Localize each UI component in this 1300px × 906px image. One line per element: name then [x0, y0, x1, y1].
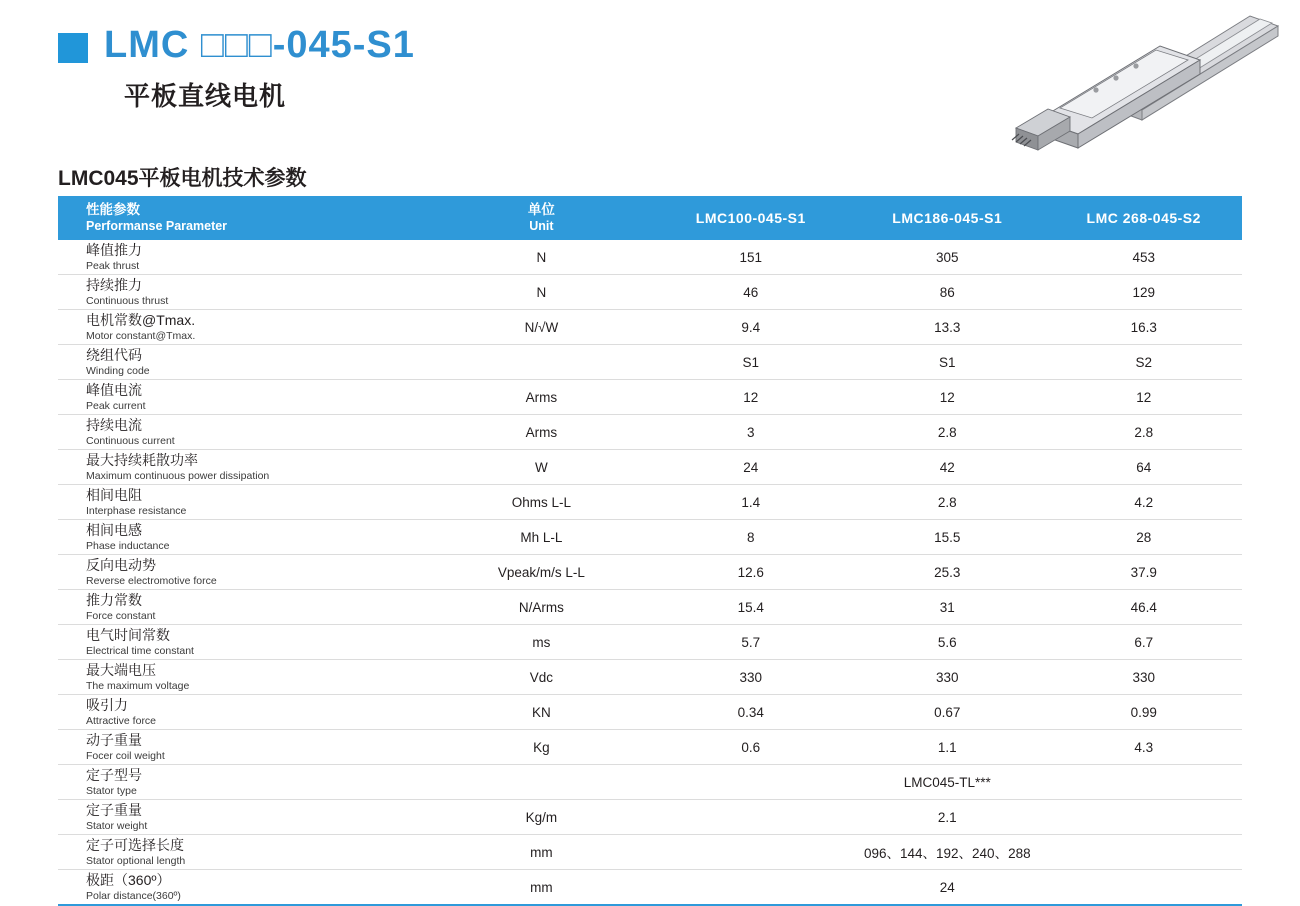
table-row: [58, 485, 1242, 520]
page-title: LMC □□□-045-S1: [104, 24, 415, 66]
row-value-2: 2.8: [937, 424, 957, 440]
row-value-3: 12: [1136, 389, 1152, 405]
row-value-2: 305: [936, 249, 959, 265]
row-unit: [430, 765, 652, 800]
row-unit: [430, 345, 652, 380]
column-header-unit: 单位 Unit: [430, 196, 652, 240]
row-parameter: 相间电阻 Interphase resistance: [86, 487, 187, 517]
column-header-parameter: 性能参数 Performanse Parameter: [58, 196, 430, 240]
row-parameter: 绕组代码 Winding code: [86, 347, 150, 377]
row-value-1: 46: [743, 284, 759, 300]
row-unit: KN: [532, 704, 551, 720]
row-value-3: 129: [1132, 284, 1156, 300]
row-value-2: 42: [939, 459, 955, 475]
row-value-2: 1.1: [937, 739, 957, 755]
table-row: [58, 240, 1242, 275]
table-row: [58, 800, 1242, 835]
row-value-1: 8: [747, 529, 755, 545]
row-unit: Vdc: [529, 669, 554, 685]
row-parameter: 持续推力 Continuous thrust: [86, 277, 169, 307]
table-row: [58, 625, 1242, 660]
row-parameter: 定子型号 Stator type: [86, 767, 142, 797]
row-value-1: 12: [743, 389, 759, 405]
row-value-3: 4.2: [1134, 494, 1154, 510]
row-value-3: 16.3: [1130, 319, 1157, 335]
row-value-3: S2: [1135, 354, 1152, 370]
row-value-3: 64: [1136, 459, 1152, 475]
table-row: [58, 345, 1242, 380]
table-row: [58, 765, 1242, 800]
row-parameter: 定子可选择长度 Stator optional length: [86, 837, 186, 867]
row-value-merged: 24: [939, 879, 955, 895]
row-unit: Arms: [525, 424, 558, 440]
row-value-1: 24: [743, 459, 759, 475]
table-row: [58, 730, 1242, 765]
column-header-model-1: LMC100-045-S1: [653, 196, 849, 240]
blue-square-icon: [58, 33, 88, 63]
row-value-2: 0.67: [934, 704, 961, 720]
row-value-3: 330: [1132, 669, 1156, 685]
column-header-model-3: LMC 268-045-S2: [1046, 196, 1243, 240]
row-value-1: 5.7: [741, 634, 761, 650]
row-value-1: 12.6: [737, 564, 764, 580]
row-value-3: 46.4: [1130, 599, 1157, 615]
row-parameter: 最大端电压 The maximum voltage: [86, 662, 190, 692]
table-row: [58, 310, 1242, 345]
row-parameter: 定子重量 Stator weight: [86, 802, 148, 832]
row-value-3: 4.3: [1134, 739, 1154, 755]
row-value-2: 5.6: [937, 634, 957, 650]
table-row: [58, 380, 1242, 415]
row-unit: Vpeak/m/s L-L: [497, 564, 585, 580]
row-parameter: 持续电流 Continuous current: [86, 417, 175, 447]
row-value-merged: LMC045-TL***: [903, 774, 991, 790]
section-heading: LMC045平板电机技术参数: [58, 167, 307, 190]
table-row: [58, 590, 1242, 625]
row-value-merged: 2.1: [937, 809, 957, 825]
row-parameter: 吸引力 Attractive force: [86, 697, 157, 727]
product-illustration: [920, 8, 1280, 158]
row-value-3: 28: [1136, 529, 1152, 545]
row-value-2: 12: [939, 389, 955, 405]
page-header: [58, 26, 758, 113]
row-value-3: 0.99: [1130, 704, 1157, 720]
row-value-1: 15.4: [737, 599, 764, 615]
row-value-1: 9.4: [741, 319, 761, 335]
row-unit: ms: [532, 634, 551, 650]
row-unit: mm: [530, 844, 553, 860]
row-parameter: 峰值推力 Peak thrust: [86, 242, 142, 272]
row-value-3: 37.9: [1130, 564, 1157, 580]
row-parameter: 最大持续耗散功率 Maximum continuous power dissipation: [86, 452, 270, 482]
row-value-2: 31: [939, 599, 955, 615]
row-parameter: 极距（360º） Polar distance(360º): [86, 872, 181, 902]
row-value-1: S1: [742, 354, 760, 370]
column-header-model-2: LMC186-045-S1: [849, 196, 1045, 240]
table-row: [58, 660, 1242, 695]
row-value-2: 13.3: [934, 319, 961, 335]
row-parameter: 电气时间常数 Electrical time constant: [86, 627, 194, 657]
row-unit: W: [535, 459, 548, 475]
row-value-2: 86: [939, 284, 955, 300]
row-unit: mm: [530, 879, 553, 895]
table-row: [58, 555, 1242, 590]
row-parameter: 峰值电流 Peak current: [86, 382, 146, 412]
row-parameter: 推力常数 Force constant: [86, 592, 156, 622]
row-unit: Kg/m: [525, 809, 558, 825]
row-value-3: 453: [1132, 249, 1156, 265]
table-row: [58, 275, 1242, 310]
table-row: [58, 520, 1242, 555]
row-value-2: 330: [936, 669, 959, 685]
row-value-3: 2.8: [1134, 424, 1154, 440]
row-value-1: 0.34: [737, 704, 764, 720]
row-parameter: 电机常数@Tmax. Motor constant@Tmax.: [86, 312, 196, 342]
row-unit: Kg: [533, 739, 550, 755]
row-unit: N/√W: [524, 319, 559, 335]
row-value-1: 330: [739, 669, 763, 685]
row-unit: N/Arms: [518, 599, 564, 615]
row-value-1: 3: [747, 424, 755, 440]
table-body: [58, 240, 1242, 905]
row-unit: Arms: [525, 389, 558, 405]
row-unit: Mh L-L: [520, 529, 563, 545]
row-value-merged: 096、144、192、240、288: [863, 846, 1031, 861]
table-row: [58, 695, 1242, 730]
row-unit: N: [536, 249, 547, 265]
table-header: [58, 196, 1242, 240]
title-row: [58, 26, 758, 64]
row-parameter: 反向电动势 Reverse electromotive force: [86, 557, 217, 587]
row-value-1: 0.6: [741, 739, 761, 755]
row-value-2: 25.3: [934, 564, 961, 580]
spec-table: [58, 196, 1242, 906]
row-value-1: 1.4: [741, 494, 761, 510]
table-row: [58, 835, 1242, 870]
row-unit: N: [536, 284, 547, 300]
row-unit: Ohms L-L: [511, 494, 572, 510]
row-value-3: 6.7: [1134, 634, 1154, 650]
row-parameter: 动子重量 Focer coil weight: [86, 732, 165, 762]
row-value-2: S1: [939, 354, 956, 370]
row-parameter: 相间电感 Phase inductance: [86, 522, 170, 552]
table-row: [58, 450, 1242, 485]
row-value-2: 2.8: [937, 494, 957, 510]
table-row: [58, 870, 1242, 906]
row-value-1: 151: [739, 249, 763, 265]
table-row: [58, 415, 1242, 450]
product-subtitle: 平板直线电机: [124, 81, 287, 111]
row-value-2: 15.5: [934, 529, 961, 545]
